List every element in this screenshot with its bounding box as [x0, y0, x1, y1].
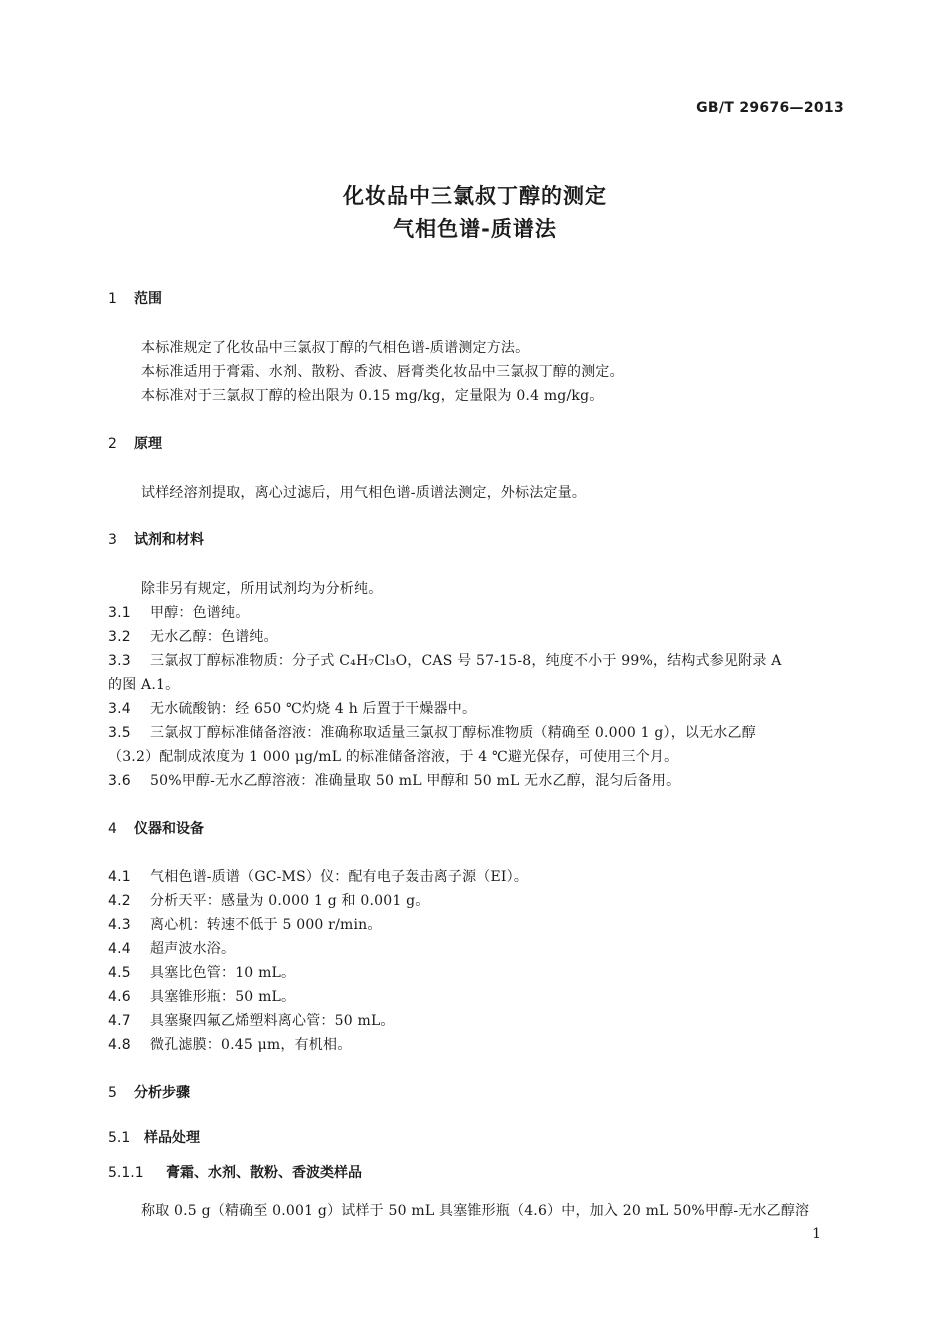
section-title: 范围	[134, 291, 162, 307]
clause-3-1	[108, 602, 249, 622]
clause-text: 超声波水浴。	[150, 941, 236, 957]
section-number: 2	[108, 436, 117, 452]
section-number: 5.1	[108, 1130, 131, 1146]
clause-text: 微孔滤膜：0.45 μm，有机相。	[150, 1037, 352, 1053]
section-number: 5.1.1	[108, 1165, 144, 1181]
clause-number: 4.6	[108, 989, 131, 1005]
clause-text: 无水硫酸钠：经 650 ℃灼烧 4 h 后置于干燥器中。	[150, 701, 477, 717]
paragraph: 试样经溶剂提取，离心过滤后，用气相色谱-质谱法测定，外标法定量。	[141, 485, 587, 501]
clause-4-7	[108, 1010, 395, 1030]
clause-text: 气相色谱-质谱（GC-MS）仪：配有电子轰击离子源（EI）。	[150, 869, 529, 885]
section-1-heading	[108, 288, 162, 308]
paragraph: 本标准适用于膏霜、水剂、散粉、香波、唇膏类化妆品中三氯叔丁醇的测定。	[141, 364, 624, 380]
clause-number: 3.4	[108, 701, 131, 717]
clause-text: 三氯叔丁醇标准物质：分子式 C₄H₇Cl₃O，CAS 号 57-15-8，纯度不小于 99%，结构式参见附录 A	[150, 653, 782, 669]
paragraph: 除非另有规定，所用试剂均为分析纯。	[141, 581, 383, 597]
clause-text: 三氯叔丁醇标准储备溶液：准确称取适量三氯叔丁醇标准物质（精确至 0.000 1 g），以无水乙醇	[150, 725, 756, 741]
page-number: 1	[812, 1226, 821, 1242]
section-2-heading	[108, 433, 162, 453]
clause-number: 4.3	[108, 917, 131, 933]
clause-text: 离心机：转速不低于 5 000 r/min。	[150, 917, 382, 933]
clause-text: 无水乙醇：色谱纯。	[150, 629, 278, 645]
clause-3-2	[108, 626, 278, 646]
clause-number: 4.2	[108, 893, 131, 909]
clause-number: 4.8	[108, 1037, 131, 1053]
clause-number: 4.7	[108, 1013, 131, 1029]
section-title: 试剂和材料	[134, 532, 204, 548]
clause-number: 3.1	[108, 605, 131, 621]
clause-4-6	[108, 986, 295, 1006]
document-subtitle: 气相色谱-质谱法	[393, 217, 557, 241]
clause-3-3	[108, 650, 782, 670]
paragraph: 本标准规定了化妆品中三氯叔丁醇的气相色谱-质谱测定方法。	[141, 340, 530, 356]
section-title: 样品处理	[144, 1130, 200, 1146]
section-number: 3	[108, 532, 117, 548]
clause-4-5	[108, 962, 295, 982]
clause-continuation: 的图 A.1。	[108, 677, 180, 693]
clause-text: 甲醇：色谱纯。	[150, 605, 250, 621]
standard-number: GB/T 29676—2013	[696, 100, 844, 116]
clause-text: 具塞比色管：10 mL。	[150, 965, 296, 981]
clause-4-4	[108, 938, 235, 958]
clause-text: 具塞聚四氟乙烯塑料离心管：50 mL。	[150, 1013, 395, 1029]
section-3-heading	[108, 529, 204, 549]
clause-continuation: （3.2）配制成浓度为 1 000 μg/mL 的标准储备溶液，于 4 ℃避光保存，可使用三个月。	[108, 749, 679, 765]
clause-number: 3.3	[108, 653, 131, 669]
document-title: 化妆品中三氯叔丁醇的测定	[343, 184, 607, 208]
paragraph: 本标准对于三氯叔丁醇的检出限为 0.15 mg/kg，定量限为 0.4 mg/kg。	[141, 388, 604, 404]
clause-number: 4.1	[108, 869, 131, 885]
clause-text: 分析天平：感量为 0.000 1 g 和 0.001 g。	[150, 893, 430, 909]
clause-number: 3.2	[108, 629, 131, 645]
clause-text: 50%甲醇-无水乙醇溶液：准确量取 50 mL 甲醇和 50 mL 无水乙醇，混匀后备用。	[150, 773, 681, 789]
clause-4-3	[108, 914, 382, 934]
clause-3-6	[108, 770, 680, 790]
section-number: 5	[108, 1085, 117, 1101]
clause-4-2	[108, 890, 430, 910]
clause-text: 具塞锥形瓶：50 mL。	[150, 989, 296, 1005]
clause-3-4	[108, 698, 476, 718]
clause-4-8	[108, 1034, 351, 1054]
clause-number: 4.5	[108, 965, 131, 981]
clause-number: 3.5	[108, 725, 131, 741]
section-title: 膏霜、水剂、散粉、香波类样品	[166, 1165, 362, 1181]
section-4-heading	[108, 818, 204, 838]
clause-number: 3.6	[108, 773, 131, 789]
clause-number: 4.4	[108, 941, 131, 957]
section-title: 仪器和设备	[134, 821, 204, 837]
clause-4-1	[108, 866, 528, 886]
paragraph: 称取 0.5 g（精确至 0.001 g）试样于 50 mL 具塞锥形瓶（4.6）中，加入 20 mL 50%甲醇-无水乙醇溶	[141, 1203, 810, 1219]
clause-3-5	[108, 722, 756, 742]
section-5-heading	[108, 1082, 190, 1102]
section-title: 分析步骤	[134, 1085, 190, 1101]
subsection-5-1-heading	[108, 1127, 200, 1147]
section-number: 1	[108, 291, 117, 307]
subsection-5-1-1-heading	[108, 1162, 362, 1182]
section-number: 4	[108, 821, 117, 837]
section-title: 原理	[134, 436, 162, 452]
